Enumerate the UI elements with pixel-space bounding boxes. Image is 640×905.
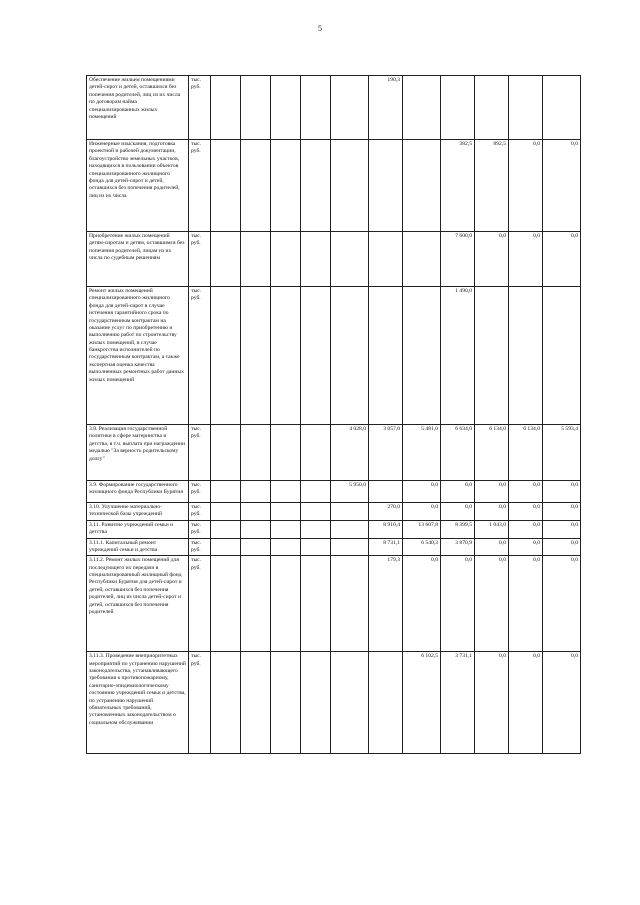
value-cell: 0,0: [475, 652, 509, 754]
value-cell: [241, 140, 271, 232]
table-row: [87, 232, 581, 287]
value-cell: 0,0: [403, 503, 441, 521]
value-cell: [331, 556, 369, 652]
value-cell: [301, 287, 331, 425]
row-unit-cell: тыс. руб.: [189, 556, 211, 652]
value-cell: [331, 287, 369, 425]
value-cell: [331, 538, 369, 556]
value-cell: [211, 520, 241, 538]
row-unit-cell: тыс. руб.: [189, 481, 211, 503]
value-cell: 0,0: [475, 556, 509, 652]
value-cell: 0,0: [475, 232, 509, 287]
value-cell: [241, 556, 271, 652]
row-name-cell: Ремонт жилых помещений специализированного жилищного фонда для детей-сирот в случае истечения гарантийного срока по государственным контрактам на оказание услуг по приобретению и выполнению работ по строительству жилых помещений, в случае банкротства исполнителей по государственным контрактам, а также экспертная оценка качества выполненных ремонтных работ данных жилых помещений: [87, 287, 189, 425]
value-cell: [403, 76, 441, 140]
row-name-cell: 3.11.1. Капитальный ремонт учреждений семьи и детства: [87, 538, 189, 556]
row-unit-cell: тыс. руб.: [189, 140, 211, 232]
row-unit-cell: тыс. руб.: [189, 538, 211, 556]
value-cell: [211, 76, 241, 140]
value-cell: [271, 503, 301, 521]
value-cell: [301, 556, 331, 652]
value-cell: 13 607,8: [403, 520, 441, 538]
value-cell: [241, 287, 271, 425]
value-cell: 0,0: [543, 556, 581, 652]
value-cell: [441, 76, 475, 140]
value-cell: [211, 538, 241, 556]
value-cell: [301, 140, 331, 232]
value-cell: 6 540,3: [403, 538, 441, 556]
value-cell: 0,0: [543, 232, 581, 287]
value-cell: 270,0: [369, 503, 403, 521]
value-cell: 0,0: [441, 481, 475, 503]
row-name-cell: Обеспечение жильем помещениями детей-сирот и детей, оставшихся без попечения родителей, лиц из их числа по договорам найма специализированных жилых помещений: [87, 76, 189, 140]
row-name-cell: 3.10. Улучшение материально-технической базы учреждений: [87, 503, 189, 521]
value-cell: 4 028,0: [331, 425, 369, 481]
value-cell: 5 593,4: [543, 425, 581, 481]
value-cell: [241, 76, 271, 140]
value-cell: 1 490,0: [441, 287, 475, 425]
value-cell: [403, 140, 441, 232]
value-cell: [369, 481, 403, 503]
value-cell: [543, 287, 581, 425]
value-cell: 0,0: [543, 538, 581, 556]
budget-table: [86, 75, 581, 754]
value-cell: [331, 503, 369, 521]
row-unit-cell: тыс. руб.: [189, 76, 211, 140]
row-unit-cell: тыс. руб.: [189, 652, 211, 754]
value-cell: 3 057,0: [369, 425, 403, 481]
value-cell: [211, 503, 241, 521]
row-unit-cell: тыс. руб.: [189, 425, 211, 481]
value-cell: 0,0: [441, 556, 475, 652]
value-cell: [211, 425, 241, 481]
value-cell: 6 134,0: [475, 425, 509, 481]
row-name-cell: 3.9. Формирование государственного жилищного фонда Республики Бурятия: [87, 481, 189, 503]
row-unit-cell: тыс. руб.: [189, 232, 211, 287]
value-cell: 0,0: [475, 538, 509, 556]
value-cell: [241, 503, 271, 521]
table-row: [87, 287, 581, 425]
value-cell: [369, 287, 403, 425]
value-cell: 0,0: [509, 538, 543, 556]
value-cell: 8 910,4: [369, 520, 403, 538]
value-cell: [211, 556, 241, 652]
value-cell: [211, 652, 241, 754]
row-unit-cell: тыс. руб.: [189, 520, 211, 538]
value-cell: [241, 425, 271, 481]
value-cell: [403, 287, 441, 425]
row-name-cell: 3.11.2. Ремонт жилых помещений для последующего их передачи в специализированный жилищный фонд Республики Бурятия для детей-сирот и детей, оставшихся без попечения родителей, лиц из числа детей-сирот и детей, оставшихся без попечения родителей: [87, 556, 189, 652]
value-cell: [543, 76, 581, 140]
value-cell: [331, 76, 369, 140]
table-row: [87, 538, 581, 556]
value-cell: [475, 287, 509, 425]
value-cell: [301, 481, 331, 503]
value-cell: [241, 481, 271, 503]
value-cell: 0,0: [509, 140, 543, 232]
value-cell: 0,0: [475, 503, 509, 521]
value-cell: [475, 76, 509, 140]
value-cell: [271, 652, 301, 754]
value-cell: [369, 652, 403, 754]
value-cell: [271, 140, 301, 232]
row-name-cell: Приобретение жилых помещений детям-сиротам и детям, оставшимся без попечения родителей, лицам из их числа по судебным решениям: [87, 232, 189, 287]
row-name-cell: Инженерные изыскания, подготовка проектной и рабочей документации, благоустройство земельных участков, находящихся в пользовании объектов специализированного жилищного фонда для детей-сирот и детей, оставшихся без попечения родителей, лиц из их числа: [87, 140, 189, 232]
value-cell: 190,3: [369, 76, 403, 140]
value-cell: 0,0: [403, 481, 441, 503]
value-cell: 0,0: [543, 652, 581, 754]
value-cell: [331, 652, 369, 754]
value-cell: 8 731,1: [369, 538, 403, 556]
value-cell: 0,0: [543, 140, 581, 232]
value-cell: [403, 232, 441, 287]
table-row: [87, 652, 581, 754]
value-cell: [509, 287, 543, 425]
value-cell: [241, 652, 271, 754]
value-cell: [369, 232, 403, 287]
value-cell: [301, 503, 331, 521]
value-cell: 179,3: [369, 556, 403, 652]
value-cell: [241, 538, 271, 556]
value-cell: 0,0: [441, 503, 475, 521]
value-cell: 0,0: [509, 652, 543, 754]
table-row: [87, 503, 581, 521]
value-cell: 6 134,0: [509, 425, 543, 481]
table-row: [87, 76, 581, 140]
value-cell: [271, 556, 301, 652]
row-name-cell: 3.8. Реализация государственной политики в сфере материнства и детства, в т.ч. выплата при награждении медалью "За верность родительскому долгу": [87, 425, 189, 481]
table-row: [87, 556, 581, 652]
value-cell: [241, 232, 271, 287]
value-cell: [271, 425, 301, 481]
value-cell: 6 634,0: [441, 425, 475, 481]
value-cell: [331, 232, 369, 287]
value-cell: [211, 287, 241, 425]
table-row: [87, 520, 581, 538]
row-unit-cell: тыс. руб.: [189, 287, 211, 425]
value-cell: [271, 76, 301, 140]
value-cell: 0,0: [509, 556, 543, 652]
value-cell: 5 481,0: [403, 425, 441, 481]
value-cell: 0,0: [509, 481, 543, 503]
value-cell: [271, 287, 301, 425]
value-cell: [211, 140, 241, 232]
value-cell: [271, 520, 301, 538]
value-cell: [211, 232, 241, 287]
value-cell: [211, 481, 241, 503]
value-cell: [331, 140, 369, 232]
value-cell: [241, 520, 271, 538]
table-row: [87, 425, 581, 481]
value-cell: 0,0: [403, 556, 441, 652]
value-cell: 0,0: [543, 520, 581, 538]
value-cell: 1 043,0: [475, 520, 509, 538]
row-name-cell: 3.11.3. Проведение внеприоритетных мероприятий по устранению нарушений законодательства, устанавливающего требования к противопожарному, санитарно-эпидемиологическому состоянию учреждений семьи и детства, по устранению нарушений обязательных требований, установленных законодательством о социальном обслуживании: [87, 652, 189, 754]
value-cell: 892,5: [475, 140, 509, 232]
value-cell: [271, 232, 301, 287]
value-cell: [271, 481, 301, 503]
value-cell: 0,0: [509, 520, 543, 538]
value-cell: [331, 520, 369, 538]
value-cell: 0,0: [509, 232, 543, 287]
row-unit-cell: тыс. руб.: [189, 503, 211, 521]
value-cell: [301, 232, 331, 287]
value-cell: [301, 538, 331, 556]
value-cell: [301, 652, 331, 754]
value-cell: 3 731,1: [441, 652, 475, 754]
value-cell: [509, 76, 543, 140]
value-cell: [271, 538, 301, 556]
value-cell: [369, 140, 403, 232]
value-cell: 3 870,9: [441, 538, 475, 556]
page-number: 5: [318, 24, 322, 33]
value-cell: [301, 76, 331, 140]
value-cell: [301, 520, 331, 538]
value-cell: 0,0: [543, 503, 581, 521]
value-cell: 0,0: [543, 481, 581, 503]
value-cell: 7 600,0: [441, 232, 475, 287]
value-cell: 5 950,0: [331, 481, 369, 503]
value-cell: 382,5: [441, 140, 475, 232]
table-row: [87, 140, 581, 232]
value-cell: 6 102,5: [403, 652, 441, 754]
value-cell: 8 399,5: [441, 520, 475, 538]
value-cell: 0,0: [475, 481, 509, 503]
value-cell: 0,0: [509, 503, 543, 521]
table-row: [87, 481, 581, 503]
row-name-cell: 3.11. Развитие учреждений семьи и детства: [87, 520, 189, 538]
value-cell: [301, 425, 331, 481]
